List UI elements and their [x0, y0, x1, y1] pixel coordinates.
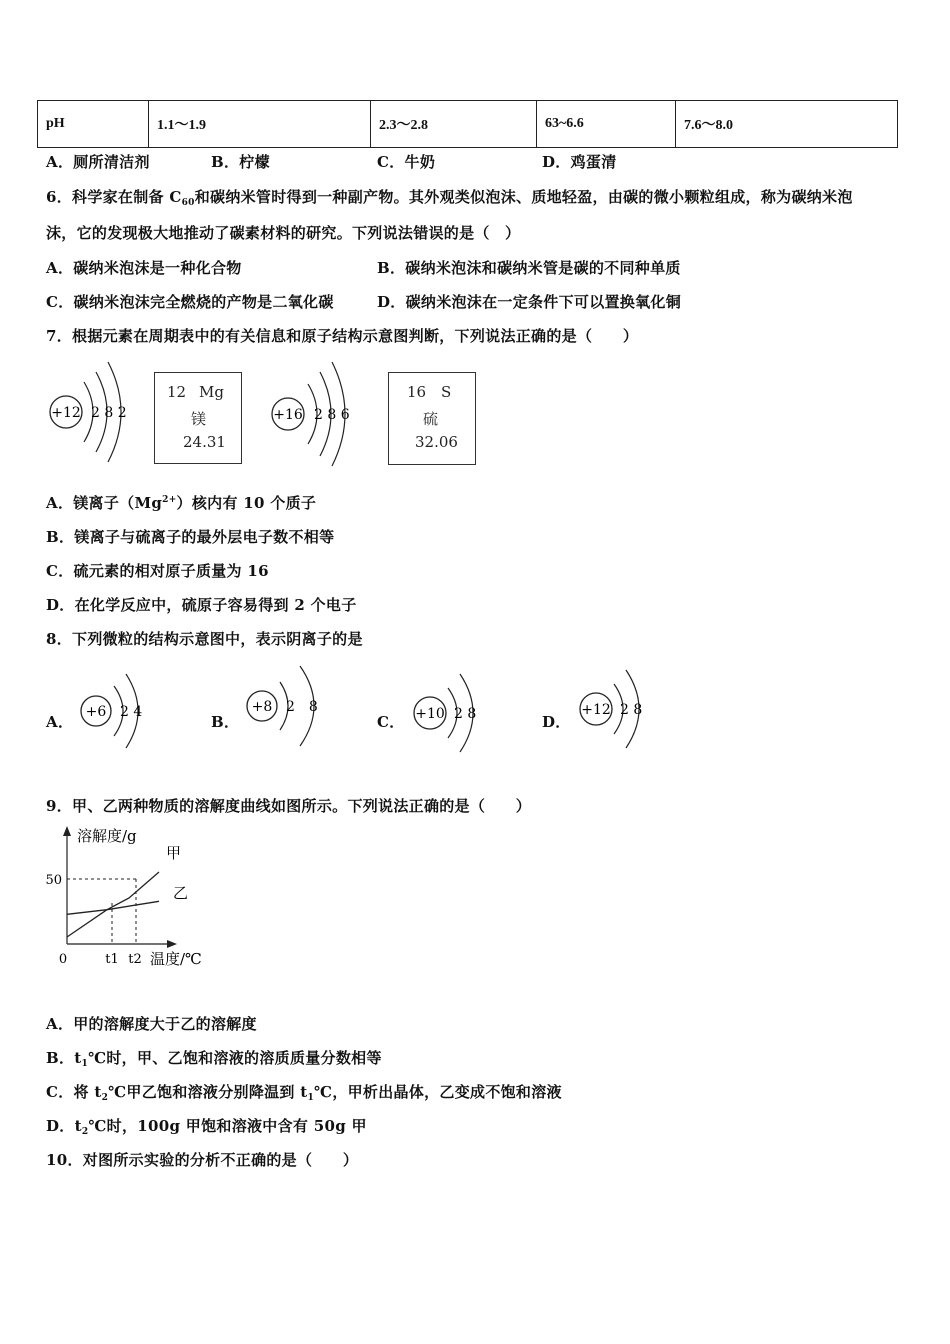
s-element-card [388, 372, 476, 465]
q6-option-c: C．碳纳米泡沫完全燃烧的产物是二氧化碳 [46, 293, 334, 311]
q9-option-c-sub1: 2 [101, 1093, 109, 1103]
x-axis-arrow [167, 940, 177, 948]
q6-stem-sub: 60 [181, 198, 195, 208]
series-label-jia: 甲 [166, 844, 182, 862]
q6-stem-line2: 沫，它的发现极大地推动了碳素材料的研究。下列说法错误的是（ ） [46, 224, 521, 242]
q8-option-b-label: B． [211, 713, 240, 731]
q8-option-d-diagram [574, 664, 666, 752]
q7-option-a-sup: 2+ [162, 495, 177, 505]
element-symbol: S [441, 383, 452, 401]
ph-table [37, 100, 898, 148]
x-axis-label: 温度/℃ [150, 950, 202, 968]
x-tick-label: t2 [128, 952, 142, 967]
nucleus-charge: +8 [251, 699, 273, 715]
y-tick-label: 50 [45, 873, 62, 888]
q9-option-c-sub2: 1 [307, 1093, 315, 1103]
q7-option-b: B．镁离子与硫离子的最外层电子数不相等 [46, 528, 335, 546]
series-line-yi [67, 901, 159, 914]
q9-option-b-sub: 1 [81, 1059, 89, 1069]
element-symbol: Mg [199, 383, 224, 401]
series-line-jia [67, 872, 159, 937]
shell-electrons: 2 8 [454, 706, 477, 722]
q9-stem: 9．甲、乙两种物质的溶解度曲线如图所示。下列说法正确的是（ ） [46, 797, 532, 815]
q9-option-d [46, 1115, 367, 1136]
atomic-number: 12 [167, 383, 187, 401]
q9-option-b-pre: B．t [46, 1049, 82, 1067]
q7-option-a [46, 492, 316, 513]
shell-electrons: 2 8 6 [314, 407, 350, 423]
q8-option-a-label: A． [46, 713, 74, 731]
table-cell: 63~6.6 [537, 101, 676, 148]
shell-electrons: 2 8 [620, 702, 643, 718]
q5-option-a: A．厕所清洁剂 [46, 153, 150, 171]
q6-stem-post: 和碳纳米管时得到一种副产物。其外观类似泡沫、质地轻盈，由碳的微小颗粒组成，称为碳纳米泡 [194, 188, 853, 206]
q6-stem-line1 [46, 186, 853, 207]
q7-option-a-post: ）核内有 10 个质子 [176, 494, 317, 512]
nucleus-charge: +6 [85, 704, 107, 720]
q5-option-c: C．牛奶 [377, 153, 436, 171]
q6-stem-pre: 6．科学家在制备 C [46, 188, 182, 206]
atomic-mass: 24.31 [183, 433, 226, 451]
q5-option-b: B．柠檬 [211, 153, 270, 171]
q8-option-c-diagram [408, 668, 500, 756]
q8-option-a-diagram [76, 666, 166, 754]
shell-electrons: 2 8 [286, 699, 318, 715]
q9-option-c-pre: C．将 t [46, 1083, 102, 1101]
q7-option-a-pre: A．镁离子（Mg [46, 494, 163, 512]
q9-option-b [46, 1047, 382, 1068]
q7-option-c: C．硫元素的相对原子质量为 16 [46, 562, 269, 580]
q10-stem: 10．对图所示实验的分析不正确的是（ ） [46, 1151, 359, 1169]
table-cell: 2.3～2.8 [371, 101, 537, 148]
q5-option-d: D．鸡蛋清 [542, 153, 617, 171]
nucleus-charge: +16 [273, 407, 303, 423]
table-row [38, 101, 898, 148]
q9-option-d-sub: 2 [81, 1127, 89, 1137]
q9-option-a: A．甲的溶解度大于乙的溶解度 [46, 1015, 257, 1033]
q9-option-d-pre: D．t [46, 1117, 82, 1135]
mg-atom-diagram [44, 360, 144, 470]
mg-element-card [154, 372, 242, 464]
x-tick-label: t1 [105, 952, 119, 967]
origin-label: 0 [58, 952, 68, 967]
q8-stem: 8．下列微粒的结构示意图中，表示阴离子的是 [46, 630, 363, 648]
s-atom-diagram [266, 360, 366, 470]
q7-stem: 7．根据元素在周期表中的有关信息和原子结构示意图判断，下列说法正确的是（ ） [46, 327, 639, 345]
q9-option-c-mid: ℃甲乙饱和溶液分别降温到 t [108, 1083, 308, 1101]
atomic-number: 16 [407, 383, 427, 401]
q6-option-a: A．碳纳米泡沫是一种化合物 [46, 259, 242, 277]
shell-electrons: 2 8 2 [91, 405, 127, 421]
element-name: 镁 [191, 410, 207, 428]
q9-option-c [46, 1081, 562, 1102]
y-axis-label: 溶解度/g [77, 827, 137, 845]
q8-option-c-label: C． [377, 713, 405, 731]
q6-option-d: D．碳纳米泡沫在一定条件下可以置换氧化铜 [377, 293, 682, 311]
table-cell: pH [38, 101, 149, 148]
q6-option-b: B．碳纳米泡沫和碳纳米管是碳的不同种单质 [377, 259, 681, 277]
nucleus-charge: +12 [51, 405, 81, 421]
q7-option-d: D．在化学反应中，硫原子容易得到 2 个电子 [46, 596, 357, 614]
series-label-yi: 乙 [173, 884, 189, 902]
element-name: 硫 [423, 410, 439, 428]
solubility-chart [40, 824, 220, 974]
q9-option-c-post: ℃，甲析出晶体，乙变成不饱和溶液 [314, 1083, 562, 1101]
q9-option-d-post: ℃时，100g 甲饱和溶液中含有 50g 甲 [88, 1117, 367, 1135]
q8-option-b-diagram [242, 662, 332, 750]
q8-option-d-label: D． [542, 713, 571, 731]
atomic-mass: 32.06 [415, 433, 458, 451]
nucleus-charge: +12 [581, 702, 611, 718]
nucleus-charge: +10 [415, 706, 445, 722]
shell-electrons: 2 4 [120, 704, 143, 720]
table-cell: 1.1～1.9 [149, 101, 371, 148]
table-cell: 7.6～8.0 [676, 101, 898, 148]
y-axis-arrow [63, 826, 71, 836]
q9-option-b-post: ℃时，甲、乙饱和溶液的溶质质量分数相等 [88, 1049, 382, 1067]
